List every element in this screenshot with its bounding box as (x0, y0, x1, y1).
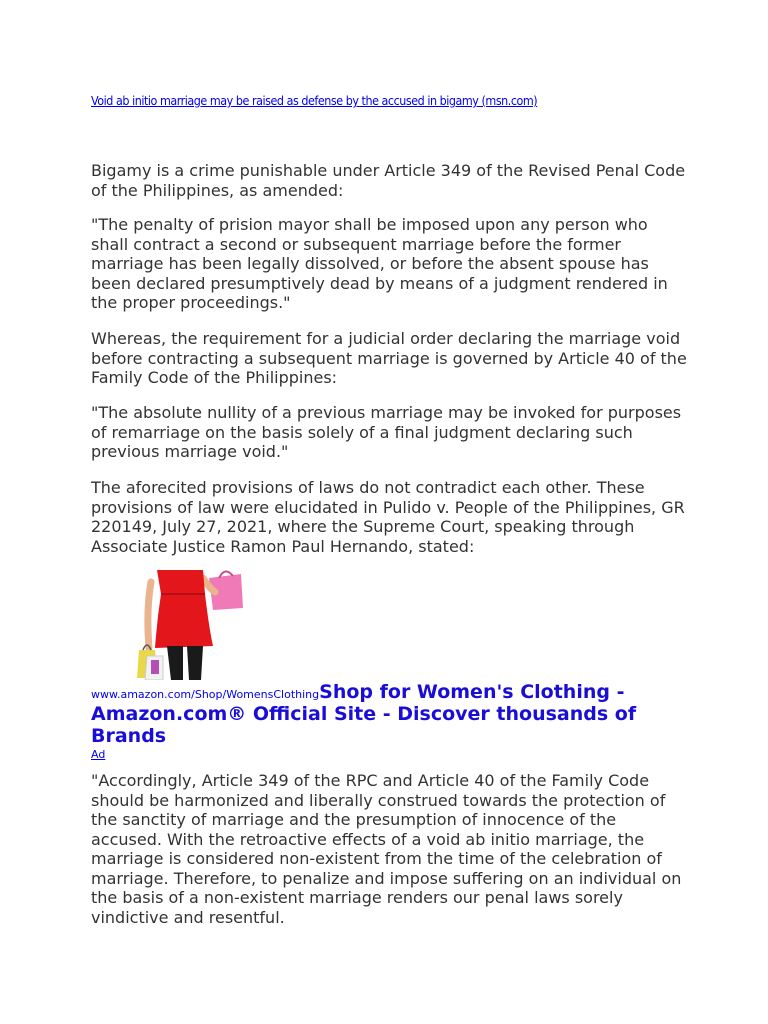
ad-image[interactable] (91, 570, 291, 680)
paragraph-5: The aforecited provisions of laws do not contradict each other. These provisions of law were elucidated in Pulido v. People of the Philippines, GR 220149, July 27, 2021, where the Supreme Court, speaking through Associate Justice Ramon Paul Hernando, stated: (91, 478, 685, 556)
paragraph-1: Bigamy is a crime punishable under Article 349 of the Revised Penal Code of the Philippines, as amended: (91, 161, 686, 200)
ad-title-link[interactable]: Shop for Women's Clothing - Amazon.com® Official Site - Discover thousands of Brands (91, 681, 637, 747)
paragraph-2: "The penalty of prision mayor shall be imposed upon any person who shall contract a second or subsequent marriage before the former marriage has been legally dissolved, or before the absent spouse has been declared presumptively dead by means of a judgment rendered in the proper proceedings." (91, 215, 668, 312)
paragraph-6: "Accordingly, Article 349 of the RPC and Article 40 of the Family Code should be harmonized and liberally construed towards the protection of the sanctity of marriage and the presumption of innocence of the accused. With the retroactive effects of a void ab initio marriage, the marriage is considered non-existent from the time of the celebration of marriage. Therefore, to penalize and impose suffering on an individual on the basis of a non-existent marriage renders our penal laws sorely vindictive and resentful. (91, 771, 682, 927)
ad-url-link[interactable]: www.amazon.com/Shop/WomensClothing (91, 688, 320, 701)
paragraph-3: Whereas, the requirement for a judicial order declaring the marriage void before contracting a subsequent marriage is governed by Article 40 of the Family Code of the Philippines: (91, 329, 687, 387)
ad-block[interactable] (91, 681, 691, 747)
source-link[interactable]: Void ab initio marriage may be raised as defense by the accused in bigamy (msn.com) (91, 94, 538, 108)
paragraph-4: "The absolute nullity of a previous marriage may be invoked for purposes of remarriage on the basis solely of a final judgment declaring such previous marriage void." (91, 403, 682, 461)
shopping-woman-illustration (91, 570, 291, 680)
ad-label-link[interactable]: Ad (91, 748, 106, 761)
